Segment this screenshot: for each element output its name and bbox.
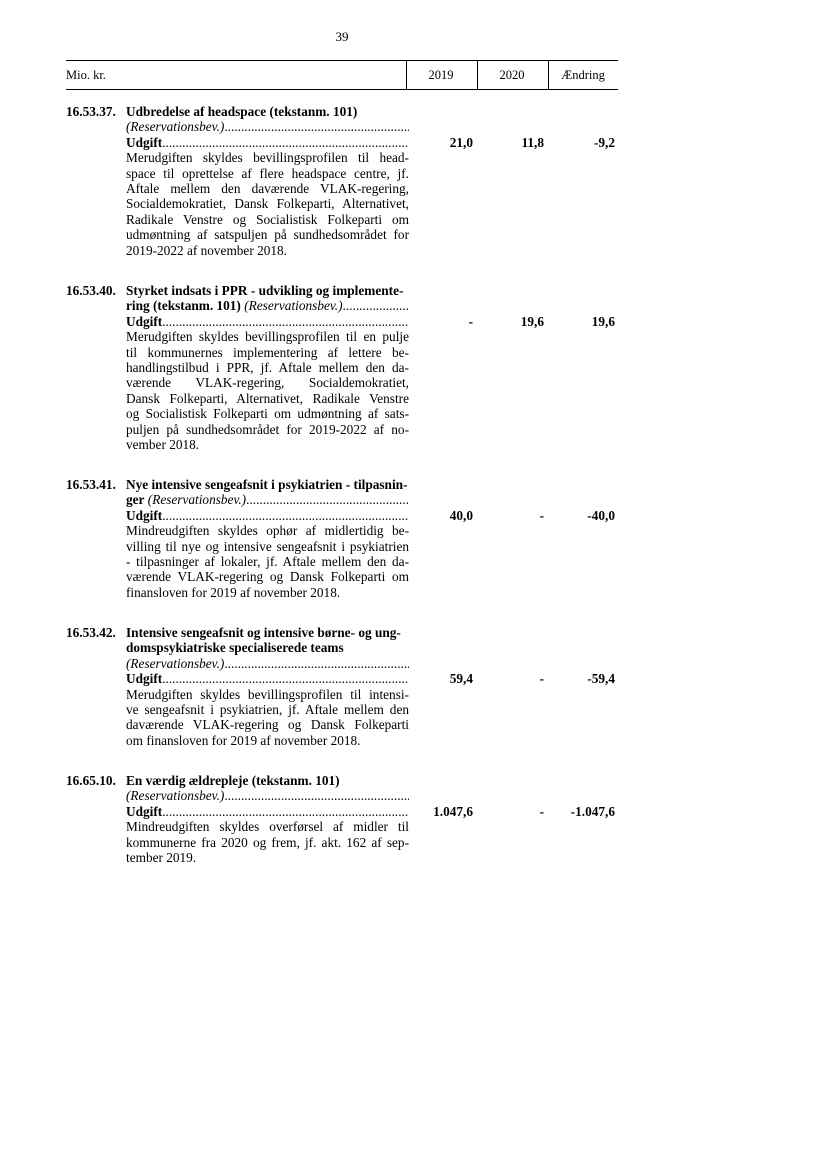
value-2020: 19,6	[520, 314, 544, 329]
entry-body	[126, 477, 409, 600]
account-number: 16.53.42.	[66, 625, 116, 640]
udgift-label: Udgift	[126, 671, 163, 687]
title-reservation-line	[126, 298, 409, 313]
value-2020: -	[539, 671, 544, 686]
title-reservation-line	[126, 492, 409, 507]
udgift-label: Udgift	[126, 803, 163, 819]
entry-title-continued: ring (tekstanm. 101)	[126, 298, 241, 314]
entry-body	[126, 625, 409, 748]
entry-title: Udbredelse af headspace (tekstanm. 101)	[126, 104, 358, 119]
description-line: og Socialistisk Folkeparti om udmøntning af sats-	[126, 406, 409, 422]
reservation-label: (Reservationsbev.)	[244, 298, 343, 314]
reservation-label: (Reservationsbev.)	[126, 655, 225, 671]
page-number: 39	[335, 29, 349, 44]
udgift-line	[126, 671, 409, 686]
entry-title: Nye intensive sengeafsnit i psykiatrien - tilpasnin-	[126, 477, 408, 492]
description-line: Dansk Folkeparti, Alternativet, Radikale Venstre	[126, 390, 409, 406]
reservation-line	[126, 119, 409, 134]
description-line: 2019-2022 af november 2018.	[126, 242, 288, 258]
entry-description	[126, 819, 409, 865]
entry-title: Intensive sengeafsnit og intensive børne- og ung-	[126, 625, 401, 640]
description-line: puljen på sundhedsområdet for 2019-2022 af no-	[126, 421, 409, 437]
value-2019: 59,4	[449, 671, 473, 686]
value-2019: 1.047,6	[433, 804, 473, 819]
reservation-label: (Reservationsbev.)	[126, 788, 225, 804]
reservation-label: (Reservationsbev.)	[126, 119, 225, 135]
udgift-label: Udgift	[126, 507, 163, 523]
description-line: tember 2019.	[126, 850, 197, 866]
description-line: Merudgiften skyldes bevillingsprofilen til head-	[126, 150, 409, 166]
value-2019: 40,0	[449, 508, 473, 523]
change-header: Ændring	[561, 68, 605, 82]
description-line: værende VLAK-regering, Socialdemokratiet,	[126, 375, 409, 391]
entry-body	[126, 773, 409, 865]
description-line: finansloven for 2019 af november 2018.	[126, 584, 341, 600]
unit-header: Mio. kr.	[66, 68, 106, 82]
value-change: -1.047,6	[570, 804, 615, 819]
description-line: om finansloven for 2019 af november 2018.	[126, 732, 361, 748]
description-line: værende VLAK-regering og Dansk Folkeparti om	[126, 569, 409, 585]
description-line: - tilpasninger af lokaler, jf. Aftale mellem den da-	[126, 554, 409, 570]
entry-title-continued: domspsykiatriske specialiserede teams	[126, 640, 344, 656]
entry-description	[126, 523, 409, 600]
description-line: ve sengeafsnit i psykiatrien, jf. Aftale mellem den	[126, 702, 409, 718]
value-change: -40,0	[587, 508, 615, 523]
value-change: 19,6	[591, 314, 615, 329]
description-line: udmøntning af satspuljen på sundhedsområdet for	[126, 227, 409, 243]
description-line: Mindreudgiften skyldes overførsel af midler til	[126, 819, 409, 835]
entry-description	[126, 329, 409, 452]
udgift-label: Udgift	[126, 313, 163, 329]
description-line: villing til nye og intensive sengeafsnit i psykiatrien	[126, 538, 409, 554]
description-line: Mindreudgiften skyldes ophør af midlertidig be-	[126, 523, 409, 539]
udgift-line	[126, 804, 409, 819]
entry-description	[126, 687, 409, 749]
account-number: 16.65.10.	[66, 773, 116, 788]
entry-description	[126, 150, 409, 258]
account-number: 16.53.40.	[66, 283, 116, 298]
reservation-line	[126, 656, 409, 671]
description-line: Merudgiften skyldes bevillingsprofilen til intensi-	[126, 686, 409, 702]
reservation-label: (Reservationsbev.)	[147, 492, 247, 508]
reservation-line	[126, 788, 409, 803]
udgift-line	[126, 135, 409, 150]
udgift-line	[126, 508, 409, 523]
value-2020: -	[539, 804, 544, 819]
column-header-row	[66, 60, 618, 90]
account-number: 16.53.37.	[66, 104, 116, 119]
description-line: handlingstilbud i PPR, jf. Aftale mellem den da-	[126, 360, 409, 376]
entry-title: En værdig ældrepleje (tekstanm. 101)	[126, 773, 340, 788]
entry-body	[126, 104, 409, 258]
entry-title: Styrket indsats i PPR - udvikling og implemente-	[126, 283, 404, 298]
value-change: -9,2	[593, 135, 615, 150]
value-2019: -	[468, 314, 473, 329]
entry-title-continued: ger	[126, 492, 145, 508]
value-change: -59,4	[587, 671, 615, 686]
description-line: daværende VLAK-regering og Dansk Folkeparti	[126, 717, 409, 733]
udgift-line	[126, 314, 409, 329]
description-line: kommunerne fra 2020 og frem, jf. akt. 162 af sep-	[126, 834, 409, 850]
value-2019: 21,0	[449, 135, 473, 150]
description-line: vember 2018.	[126, 437, 200, 453]
value-2020: -	[539, 508, 544, 523]
account-number: 16.53.41.	[66, 477, 116, 492]
description-line: Radikale Venstre og Socialistisk Folkeparti om	[126, 211, 409, 227]
description-line: Aftale mellem den daværende VLAK-regering,	[126, 181, 409, 197]
value-2020: 11,8	[521, 135, 544, 150]
description-line: Merudgiften skyldes bevillingsprofilen til en pulje	[126, 329, 409, 345]
description-line: til kommunernes implementering af lettere be-	[126, 344, 409, 360]
year-2020-header: 2020	[499, 68, 525, 82]
entry-body	[126, 283, 409, 452]
description-line: space til oprettelse af flere headspace centre, jf.	[126, 165, 409, 181]
description-line: Socialdemokratiet, Dansk Folkeparti, Alternativet,	[126, 196, 409, 212]
udgift-label: Udgift	[126, 134, 163, 150]
year-2019-header: 2019	[428, 68, 454, 82]
